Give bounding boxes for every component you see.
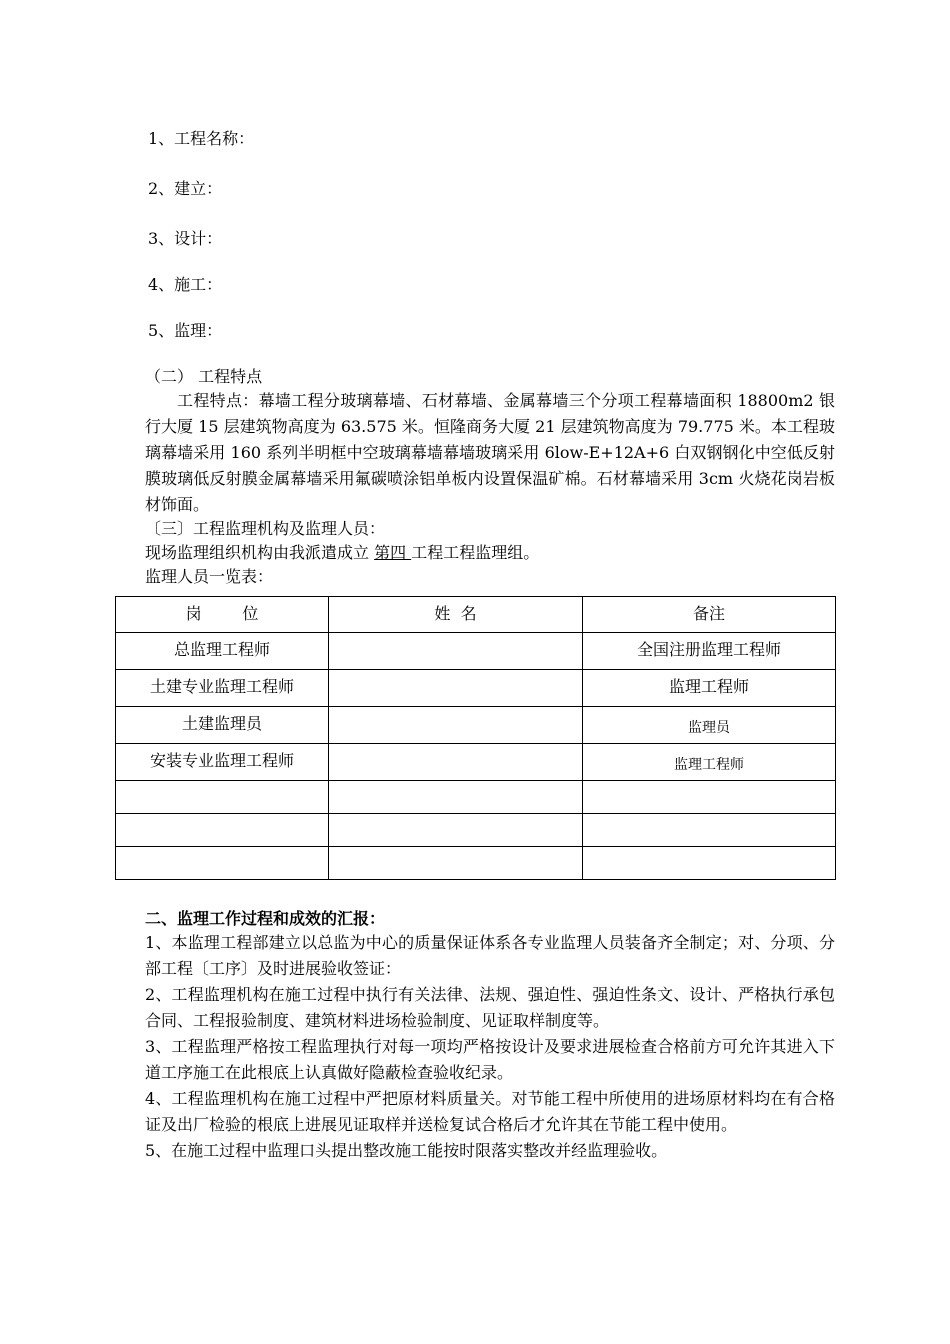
org-line: [145, 540, 539, 563]
cell-note: [583, 814, 836, 847]
org-line-suffix: 工程工程监理组。: [411, 543, 540, 562]
table-header-row: [116, 597, 836, 633]
supervisor-label: 5、监理：: [148, 321, 223, 340]
designer-label: 3、设计：: [148, 229, 223, 248]
report-paragraph-3: 3、工程监理严格按工程监理执行对每一项均严格按设计及要求进展检查合格前方可允许其进入下道工序施工在此根底上认真做好隐蔽检查验收纪录。: [145, 1037, 835, 1082]
cell-position: [116, 781, 329, 814]
cell-position: 总监理工程师: [116, 633, 329, 670]
table-row: [116, 707, 836, 744]
org-line-prefix: 现场监理组织机构由我派遣成立: [145, 543, 375, 562]
report-heading: 二、监理工作过程和成效的汇报：: [145, 909, 386, 928]
cell-name: [329, 707, 583, 744]
project-name-label: 1、工程名称：: [148, 129, 255, 148]
header-note: 备注: [583, 597, 836, 633]
features-body: 工程特点：幕墙工程分玻璃幕墙、石材幕墙、金属幕墙三个分项工程幕墙面积 18800m2 银行大厦 15 层建筑物高度为 63.575 米。恒隆商务大厦 21 层建筑物高度为 79.775 米。本工程玻璃幕墙采用 160 系列半明框中空玻璃幕墙幕墙玻璃采用 6low-E+12A+6 白双钢钢化中空低反射膜玻璃低反射膜金属幕墙采用氟碳喷涂铝单板内设置保温矿棉。石材幕墙采用 3cm 火烧花岗岩板材饰面。: [145, 391, 835, 514]
cell-position: 土建专业监理工程师: [116, 670, 329, 707]
header-name: 姓 名: [329, 597, 583, 633]
cell-position: 土建监理员: [116, 707, 329, 744]
constructor-label: 4、施工：: [148, 275, 223, 294]
cell-note: [583, 781, 836, 814]
report-body: [145, 930, 835, 1164]
table-row: [116, 814, 836, 847]
cell-name: [329, 814, 583, 847]
table-caption: 监理人员一览表：: [145, 567, 274, 586]
cell-note: [583, 847, 836, 880]
report-paragraph-2: 2、工程监理机构在施工过程中执行有关法律、法规、强迫性、强迫性条文、设计、严格执行承包合同、工程报验制度、建筑材料进场检验制度、见证取样制度等。: [145, 985, 835, 1030]
builder-label: 2、建立：: [148, 179, 223, 198]
table-row: [116, 633, 836, 670]
report-paragraph-5: 5、在施工过程中监理口头提出整改施工能按时限落实整改并经监理验收。: [145, 1141, 668, 1160]
cell-note: 监理员: [583, 707, 836, 744]
cell-note: 监理工程师: [583, 670, 836, 707]
cell-note: 全国注册监理工程师: [583, 633, 836, 670]
cell-position: 安装专业监理工程师: [116, 744, 329, 781]
staff-table: [115, 596, 836, 880]
cell-position: [116, 814, 329, 847]
org-line-underlined: 第四: [374, 543, 412, 562]
table-row: [116, 744, 836, 781]
cell-note: 监理工程师: [583, 744, 836, 781]
table-row: [116, 670, 836, 707]
report-paragraph-1: 1、本监理工程部建立以总监为中心的质量保证体系各专业监理人员装备齐全制定；对、分项、分部工程〔工序〕及时进展验收签证：: [145, 933, 835, 978]
features-paragraph: [145, 388, 835, 518]
cell-name: [329, 670, 583, 707]
cell-name: [329, 781, 583, 814]
cell-name: [329, 847, 583, 880]
org-heading: 〔三〕工程监理机构及监理人员：: [145, 519, 386, 538]
cell-name: [329, 744, 583, 781]
features-heading: （二） 工程特点: [145, 367, 263, 386]
table-row: [116, 781, 836, 814]
header-position: 岗 位: [116, 597, 329, 633]
cell-position: [116, 847, 329, 880]
table-row: [116, 847, 836, 880]
cell-name: [329, 633, 583, 670]
report-paragraph-4: 4、工程监理机构在施工过程中严把原材料质量关。对节能工程中所使用的进场原材料均在有合格证及出厂检验的根底上进展见证取样并送检复试合格后才允许其在节能工程中使用。: [145, 1089, 835, 1134]
